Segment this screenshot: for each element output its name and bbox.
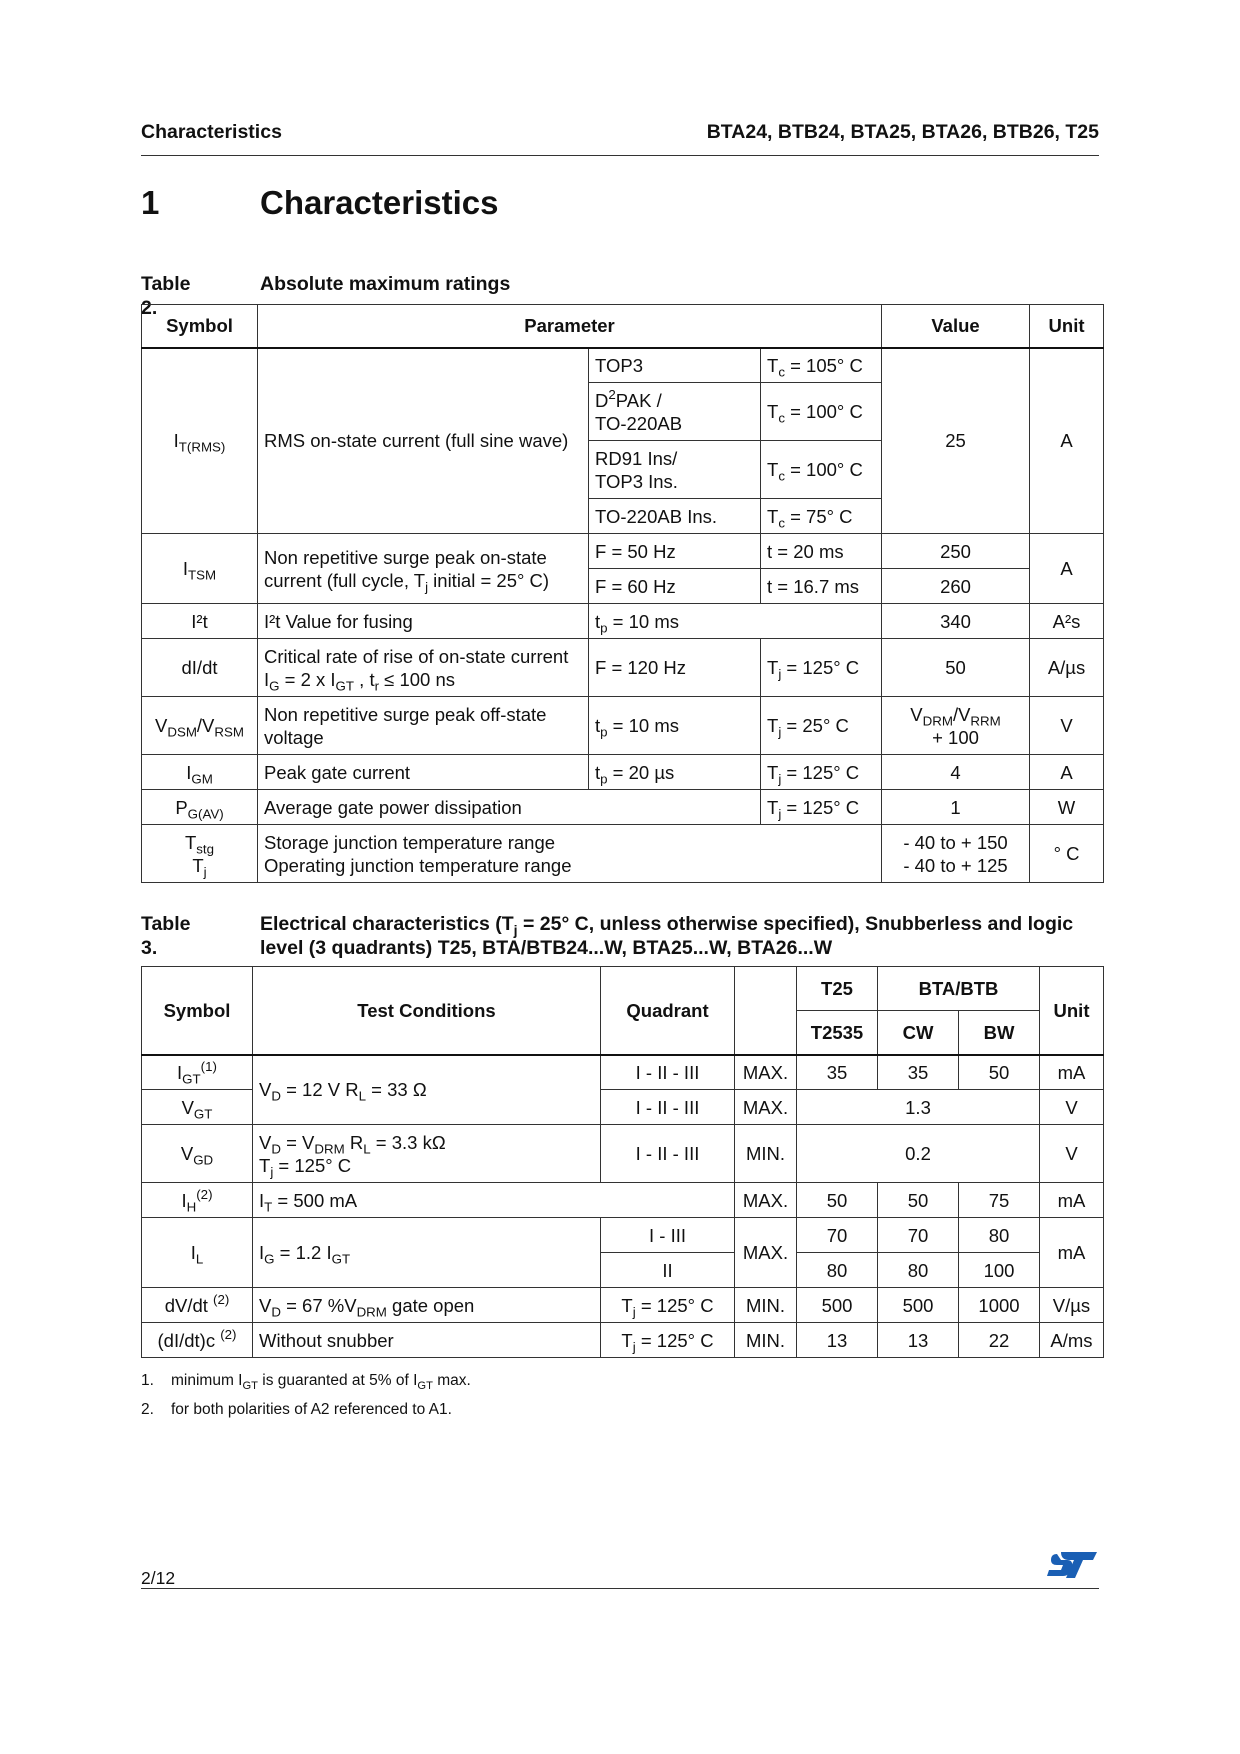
t2535-cell: 50 bbox=[797, 1183, 878, 1218]
unit-cell: A/ms bbox=[1040, 1323, 1104, 1358]
unit-pg: W bbox=[1030, 790, 1104, 825]
symbol-ih: $I_H^{(2)}$ bbox=[142, 1183, 253, 1218]
bw-cell: 80 bbox=[959, 1218, 1040, 1253]
condition-cell: $T_c = 100^\circ$ C bbox=[761, 441, 882, 499]
value-vdsm: $V_{DRM}/V_{RRM}$ + 100 bbox=[882, 697, 1030, 755]
symbol-itsm: $I_{TSM}$ bbox=[142, 534, 258, 604]
param-pg: Average gate power dissipation bbox=[258, 790, 761, 825]
t2535-cell: 13 bbox=[797, 1323, 878, 1358]
col-cw: CW bbox=[878, 1011, 959, 1055]
cond-vgd: $V_D = V_{DRM}$ $R_L = 3.3$ kΩ $T_j = 125^\circ$ C bbox=[253, 1125, 601, 1183]
condition-cell: $T_c = 75^\circ$ C bbox=[761, 499, 882, 534]
param-temp: Storage junction temperature range Operating junction temperature range bbox=[258, 825, 882, 883]
quadrant-cell: I - II - III bbox=[601, 1125, 735, 1183]
value-i2t: 340 bbox=[882, 604, 1030, 639]
unit-cell: mA bbox=[1040, 1183, 1104, 1218]
cond-ih: $I_T = 500$ mA bbox=[253, 1183, 735, 1218]
symbol-igt: $I_{GT}^{(1)}$ bbox=[142, 1055, 253, 1090]
cond-dvdt: $V_D = 67$ $\%V_{DRM}$ gate open bbox=[253, 1288, 601, 1323]
t2535-cell: 80 bbox=[797, 1253, 878, 1288]
unit-vdsm: V bbox=[1030, 697, 1104, 755]
bw-cell: 100 bbox=[959, 1253, 1040, 1288]
limit-cell: MAX. bbox=[735, 1183, 797, 1218]
symbol-vgd: $V_{GD}$ bbox=[142, 1125, 253, 1183]
col-bw: BW bbox=[959, 1011, 1040, 1055]
header-part-numbers: BTA24, BTB24, BTA25, BTA26, BTB26, T25 bbox=[706, 121, 1099, 143]
footnote-1: 1. minimum $I_{GT}$ is guaranted at 5% of $I_{GT}$ max. bbox=[141, 1372, 471, 1392]
section-heading bbox=[141, 184, 498, 222]
param-vdsm: Non repetitive surge peak off-state voltage bbox=[258, 697, 589, 755]
col-value: Value bbox=[882, 305, 1030, 348]
bw-cell: 22 bbox=[959, 1323, 1040, 1358]
unit-cell: V bbox=[1040, 1125, 1104, 1183]
cond-didtc: Without snubber bbox=[253, 1323, 601, 1358]
col-test-conditions: Test Conditions bbox=[253, 967, 601, 1055]
unit-didt: A/µs bbox=[1030, 639, 1104, 697]
table2-number: Table 2. bbox=[141, 273, 191, 319]
col-limit bbox=[735, 967, 797, 1055]
package-cell: TOP3 bbox=[589, 348, 761, 383]
condition-cell: $T_j = 125^\circ$ C bbox=[761, 790, 882, 825]
limit-cell: MAX. bbox=[735, 1055, 797, 1090]
value-cell: 260 bbox=[882, 569, 1030, 604]
cond-igt-vgt: $V_D = 12$ V $R_L = 33$ Ω bbox=[253, 1055, 601, 1125]
limit-cell: MIN. bbox=[735, 1288, 797, 1323]
unit-temp: ° C bbox=[1030, 825, 1104, 883]
col-symbol: Symbol bbox=[142, 305, 258, 348]
duration-cell: t = 20 ms bbox=[761, 534, 882, 569]
quadrant-cell: $T_j = 125^\circ$ C bbox=[601, 1323, 735, 1358]
value-didt: 50 bbox=[882, 639, 1030, 697]
symbol-i2t: I²t bbox=[142, 604, 258, 639]
quadrant-cell: $T_j = 125^\circ$ C bbox=[601, 1288, 735, 1323]
unit-irms: A bbox=[1030, 348, 1104, 534]
cw-cell: 500 bbox=[878, 1288, 959, 1323]
page-footer bbox=[141, 1568, 1099, 1589]
param-itsm: Non repetitive surge peak on-state current (full cycle, $T_j$ initial = 25° C) bbox=[258, 534, 589, 604]
quadrant-cell: I - II - III bbox=[601, 1055, 735, 1090]
cond-il: $I_G = 1.2$ $I_{GT}$ bbox=[253, 1218, 601, 1288]
limit-cell: MAX. bbox=[735, 1218, 797, 1288]
symbol-il: $I_L$ bbox=[142, 1218, 253, 1288]
cw-cell: 35 bbox=[878, 1055, 959, 1090]
condition-cell: $t_p = 10$ ms bbox=[589, 697, 761, 755]
table-header-row bbox=[142, 967, 1104, 1011]
value-irms: 25 bbox=[882, 348, 1030, 534]
condition-cell: $t_p = 20$ µs bbox=[589, 755, 761, 790]
table-row bbox=[142, 790, 1104, 825]
unit-itsm: A bbox=[1030, 534, 1104, 604]
page-number: 2/12 bbox=[141, 1568, 176, 1588]
col-t2535: T2535 bbox=[797, 1011, 878, 1055]
table-row bbox=[142, 604, 1104, 639]
table-row bbox=[142, 1125, 1104, 1183]
table-row bbox=[142, 534, 1104, 569]
table-row bbox=[142, 1183, 1104, 1218]
quadrant-cell: I - III bbox=[601, 1218, 735, 1253]
symbol-irms: $I_{T(RMS)}$ bbox=[142, 348, 258, 534]
table-row bbox=[142, 1288, 1104, 1323]
condition-cell: $T_j = 125^\circ$ C bbox=[761, 755, 882, 790]
limit-cell: MAX. bbox=[735, 1090, 797, 1125]
st-logo-icon bbox=[1047, 1548, 1099, 1582]
table3-title: Electrical characteristics ($T_j = 25^\circ$ C, unless otherwise specified), Snubberless and logic level (3 quadrants) T25, BTA/BTB24...W, BTA25...W, BTA26...W bbox=[260, 913, 1074, 959]
value-cell: 250 bbox=[882, 534, 1030, 569]
condition-cell: $T_j = 25^\circ$ C bbox=[761, 697, 882, 755]
section-number: 1 bbox=[141, 184, 160, 221]
col-symbol: Symbol bbox=[142, 967, 253, 1055]
bw-cell: 1000 bbox=[959, 1288, 1040, 1323]
col-bta-btb: BTA/BTB bbox=[878, 967, 1040, 1011]
quadrant-cell: II bbox=[601, 1253, 735, 1288]
condition-cell: $T_c = 105^\circ$ C bbox=[761, 348, 882, 383]
unit-cell: mA bbox=[1040, 1055, 1104, 1090]
table2-title: Absolute maximum ratings bbox=[260, 273, 511, 295]
table-row bbox=[142, 1218, 1104, 1253]
param-didt: Critical rate of rise of on-state current $I_G = 2$ x $I_{GT}$ , $t_r \le 100$ ns bbox=[258, 639, 589, 697]
symbol-pg: $P_{G(AV)}$ bbox=[142, 790, 258, 825]
table-row bbox=[142, 697, 1104, 755]
frequency-cell: F = 60 Hz bbox=[589, 569, 761, 604]
frequency-cell: F = 120 Hz bbox=[589, 639, 761, 697]
table-row bbox=[142, 825, 1104, 883]
bw-cell: 75 bbox=[959, 1183, 1040, 1218]
t2535-cell: 35 bbox=[797, 1055, 878, 1090]
package-cell: RD91 Ins/ TOP3 Ins. bbox=[589, 441, 761, 499]
table-row bbox=[142, 639, 1104, 697]
package-cell: $D^2PAK$ / TO-220AB bbox=[589, 383, 761, 441]
unit-i2t: A²s bbox=[1030, 604, 1104, 639]
limit-cell: MIN. bbox=[735, 1323, 797, 1358]
table-row bbox=[142, 755, 1104, 790]
electrical-characteristics-table bbox=[141, 966, 1104, 1358]
unit-igm: A bbox=[1030, 755, 1104, 790]
t2535-cell: 500 bbox=[797, 1288, 878, 1323]
table3-number: Table 3. bbox=[141, 913, 191, 959]
cw-cell: 70 bbox=[878, 1218, 959, 1253]
value-cell: 1.3 bbox=[797, 1090, 1040, 1125]
package-cell: TO-220AB Ins. bbox=[589, 499, 761, 534]
symbol-vdsm: $V_{DSM}/V_{RSM}$ bbox=[142, 697, 258, 755]
condition-i2t: $t_p = 10$ ms bbox=[589, 604, 882, 639]
value-pg: 1 bbox=[882, 790, 1030, 825]
value-temp: - 40 to + 150 - 40 to + 125 bbox=[882, 825, 1030, 883]
col-unit: Unit bbox=[1030, 305, 1104, 348]
symbol-temp: $T_{stg}$ $T_j$ bbox=[142, 825, 258, 883]
unit-cell: V/µs bbox=[1040, 1288, 1104, 1323]
symbol-igm: $I_{GM}$ bbox=[142, 755, 258, 790]
symbol-vgt: $V_{GT}$ bbox=[142, 1090, 253, 1125]
footnote-2: 2. for both polarities of A2 referenced to A1. bbox=[141, 1401, 452, 1418]
cw-cell: 50 bbox=[878, 1183, 959, 1218]
table-row bbox=[142, 1323, 1104, 1358]
value-cell: 0.2 bbox=[797, 1125, 1040, 1183]
param-irms: RMS on-state current (full sine wave) bbox=[258, 348, 589, 534]
col-parameter: Parameter bbox=[258, 305, 882, 348]
value-igm: 4 bbox=[882, 755, 1030, 790]
page-header bbox=[141, 121, 1099, 156]
symbol-dvdt: dV/dt $^{(2)}$ bbox=[142, 1288, 253, 1323]
table-row bbox=[142, 1055, 1104, 1090]
param-i2t: I²t Value for fusing bbox=[258, 604, 589, 639]
limit-cell: MIN. bbox=[735, 1125, 797, 1183]
table-row bbox=[142, 348, 1104, 383]
duration-cell: t = 16.7 ms bbox=[761, 569, 882, 604]
table-header-row bbox=[142, 305, 1104, 348]
symbol-didt: dI/dt bbox=[142, 639, 258, 697]
absolute-max-ratings-table bbox=[141, 304, 1104, 883]
col-t25: T25 bbox=[797, 967, 878, 1011]
col-unit: Unit bbox=[1040, 967, 1104, 1055]
condition-cell: $T_c = 100^\circ$ C bbox=[761, 383, 882, 441]
frequency-cell: F = 50 Hz bbox=[589, 534, 761, 569]
col-quadrant: Quadrant bbox=[601, 967, 735, 1055]
t2535-cell: 70 bbox=[797, 1218, 878, 1253]
section-title: Characteristics bbox=[260, 184, 499, 221]
condition-cell: $T_j = 125^\circ$ C bbox=[761, 639, 882, 697]
quadrant-cell: I - II - III bbox=[601, 1090, 735, 1125]
header-section-title: Characteristics bbox=[141, 121, 282, 143]
cw-cell: 80 bbox=[878, 1253, 959, 1288]
unit-cell: V bbox=[1040, 1090, 1104, 1125]
symbol-didtc: (dI/dt)c $^{(2)}$ bbox=[142, 1323, 253, 1358]
cw-cell: 13 bbox=[878, 1323, 959, 1358]
bw-cell: 50 bbox=[959, 1055, 1040, 1090]
param-igm: Peak gate current bbox=[258, 755, 589, 790]
unit-cell: mA bbox=[1040, 1218, 1104, 1288]
